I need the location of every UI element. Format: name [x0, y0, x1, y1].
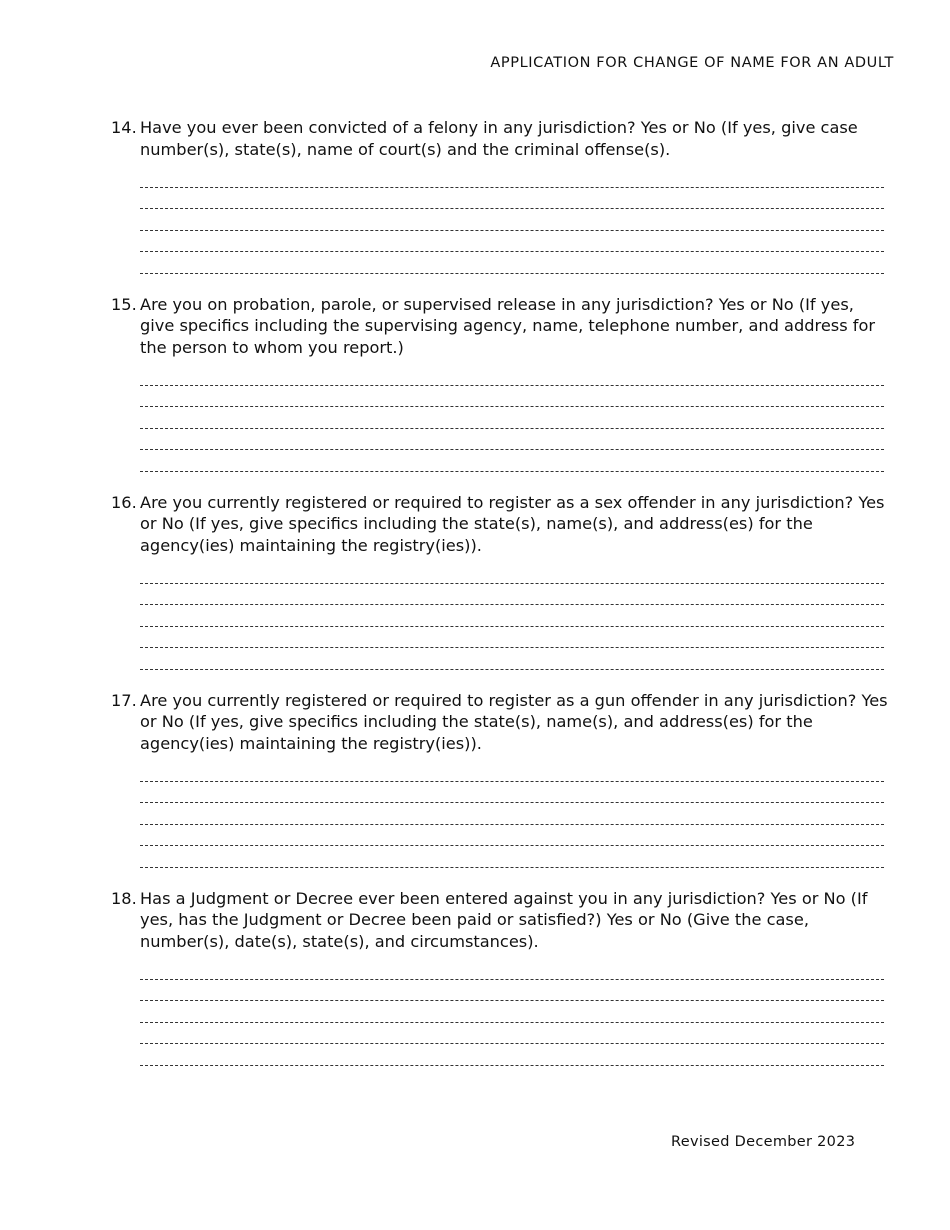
- answer-line[interactable]: [140, 231, 884, 253]
- answer-line[interactable]: [140, 188, 884, 210]
- question-15: [111, 294, 891, 472]
- answer-line[interactable]: [140, 958, 884, 980]
- question-16: [111, 492, 891, 670]
- answer-line[interactable]: [140, 1023, 884, 1045]
- question-list: [111, 117, 891, 1086]
- question-text: Are you currently registered or required to register as a gun offender in any jurisdiction? Yes or No (If yes, give specifics including the state(s), name(s), and address(es) for the agency(ies) maintaining the registry(ies)).: [140, 690, 888, 753]
- answer-line[interactable]: [140, 386, 884, 408]
- answer-line[interactable]: [140, 252, 884, 274]
- answer-line[interactable]: [140, 364, 884, 386]
- answer-line[interactable]: [140, 627, 884, 649]
- revision-date: Revised December 2023: [671, 1134, 856, 1150]
- answer-line[interactable]: [140, 1044, 884, 1066]
- answer-line[interactable]: [140, 209, 884, 231]
- answer-area[interactable]: [140, 364, 884, 472]
- answer-line[interactable]: [140, 782, 884, 804]
- answer-line[interactable]: [140, 584, 884, 606]
- answer-area[interactable]: [140, 562, 884, 670]
- form-title: APPLICATION FOR CHANGE OF NAME FOR AN ADULT: [490, 55, 894, 71]
- answer-line[interactable]: [140, 760, 884, 782]
- question-17: [111, 690, 891, 868]
- answer-area[interactable]: [140, 166, 884, 274]
- question-text: Has a Judgment or Decree ever been entered against you in any jurisdiction? Yes or No (If yes, has the Judgment or Decree been paid or satisfied?) Yes or No (Give the case, number(s), date(s), state(s), and circumstances).: [140, 888, 868, 951]
- question-14: [111, 117, 891, 274]
- answer-line[interactable]: [140, 605, 884, 627]
- answer-line[interactable]: [140, 429, 884, 451]
- answer-line[interactable]: [140, 450, 884, 472]
- answer-line[interactable]: [140, 980, 884, 1002]
- answer-line[interactable]: [140, 562, 884, 584]
- answer-area[interactable]: [140, 760, 884, 868]
- question-number: 15.: [111, 294, 137, 314]
- question-number: 17.: [111, 690, 137, 710]
- question-text: Are you on probation, parole, or supervised release in any jurisdiction? Yes or No (If yes, give specifics including the supervising agency, name, telephone number, and address for the person to whom you report.): [140, 294, 876, 357]
- question-number: 16.: [111, 492, 137, 512]
- answer-line[interactable]: [140, 803, 884, 825]
- answer-area[interactable]: [140, 958, 884, 1066]
- question-18: [111, 888, 891, 1066]
- answer-line[interactable]: [140, 648, 884, 670]
- answer-line[interactable]: [140, 846, 884, 868]
- question-number: 18.: [111, 888, 137, 908]
- question-text: Are you currently registered or required to register as a sex offender in any jurisdiction? Yes or No (If yes, give specifics including the state(s), name(s), and address(es) for the agency(ies) maintaining the registry(ies)).: [140, 492, 885, 555]
- answer-line[interactable]: [140, 407, 884, 429]
- answer-line[interactable]: [140, 1001, 884, 1023]
- question-text: Have you ever been convicted of a felony in any jurisdiction? Yes or No (If yes, give case number(s), state(s), name of court(s) and the criminal offense(s).: [140, 118, 858, 159]
- answer-line[interactable]: [140, 166, 884, 188]
- question-number: 14.: [111, 118, 137, 137]
- answer-line[interactable]: [140, 825, 884, 847]
